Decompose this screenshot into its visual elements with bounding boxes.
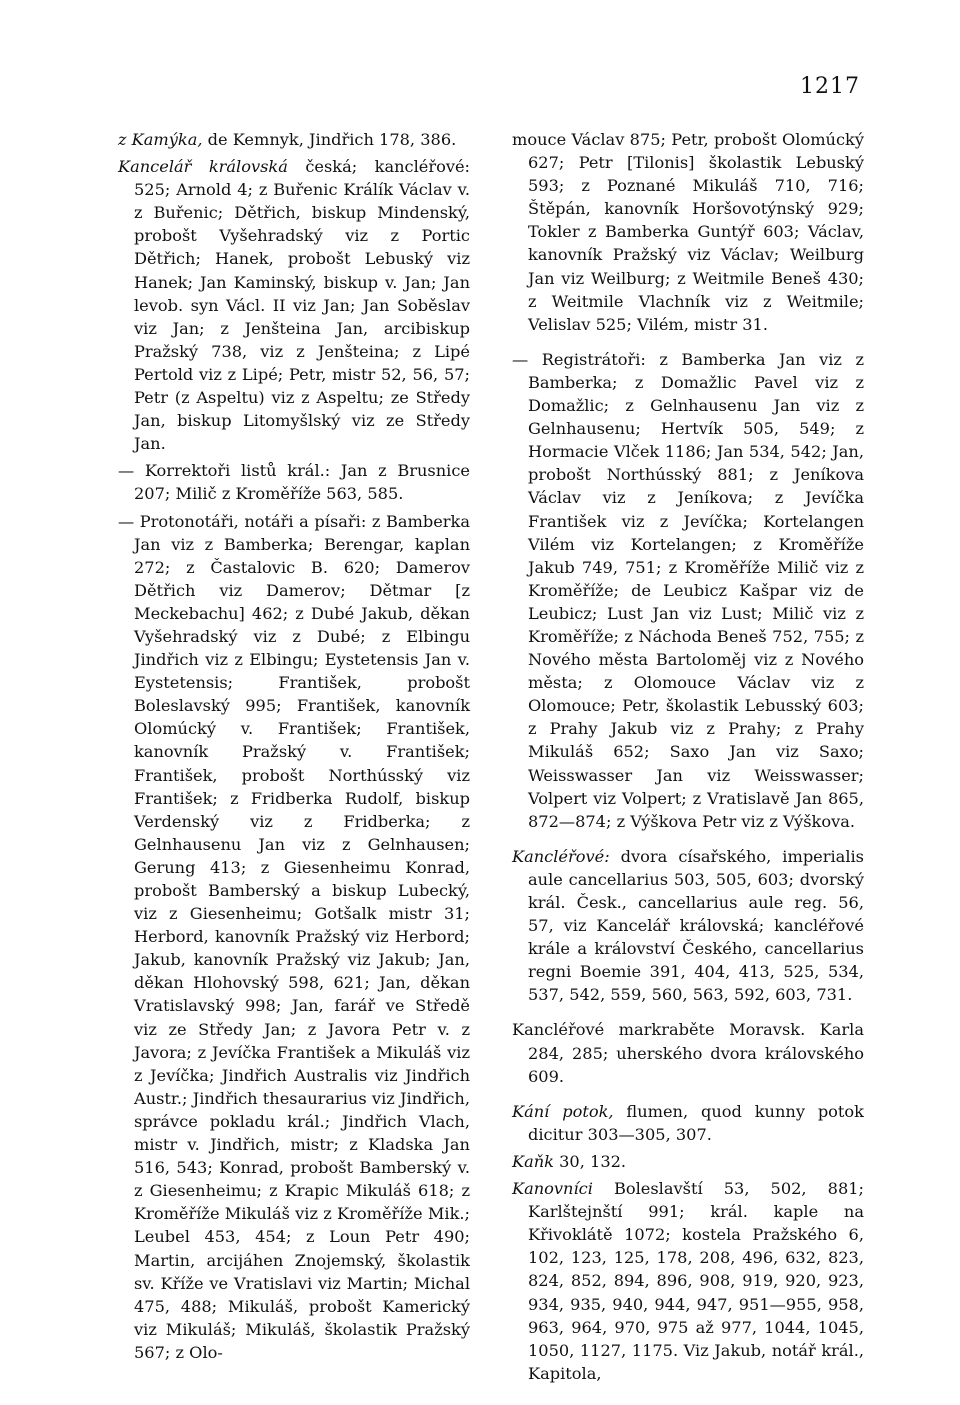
entry-text: česká; kancléřové: 525; Arnold 4; z Buřenic Králík Václav v. z Buřenic; Dětřich, biskup Mindenský, probošt Vyšehradský viz z Portic Dětřich; Hanek, probošt Lebuský viz Hanek; Jan Kaminský, biskup v. Jan; Jan levob. syn Václ. II viz Jan; Jan Soběslav viz Jan; z Jenšteina Jan, arcibiskup Pražský 738, viz z Jenšteina; z Lipé Pertold viz z Lipé; Petr, mistr 52, 56, 57; Petr (z Aspeltu) viz z Aspeltu; ze Středy Jan, biskup Litomyšlský viz ze Středy Jan.: [134, 157, 471, 454]
entry-text: mouce Václav 875; Petr, probošt Olomúcký 627; Petr [Tilonis] školastik Lebuský 593; z Poznané Mikuláš 710, 716; Štěpán, kanovník Horšovotýnský 929; Tokler z Bamberka Guntýř 603; Václav, kanovník Pražský viz Václav; Weilburg Jan viz Weilburg; z Weitmile Beneš 430; z Weitmile Vlachník viz z Weitmile; Velislav 525; Vilém, mistr 31.: [512, 130, 864, 334]
right-column: [512, 128, 864, 1389]
left-column: [118, 128, 470, 1368]
index-entry: [512, 1177, 864, 1385]
index-entry: [118, 459, 470, 505]
entry-text: flumen, quod kunny potok dicitur 303—305, 307.: [528, 1101, 864, 1144]
index-entry: [512, 1150, 864, 1173]
index-entry: [512, 1018, 864, 1087]
entry-text: — Registrátoři: z Bamberka Jan viz z Bamberka; z Domažlic Pavel viz z Domažlic; z Gelnhausenu Jan viz z Gelnhausenu; Hertvík 505, 549; z Hormacie Vlček 1186; Jan 534, 542; Jan, probošt Northússký 881; z Jeníkova Václav viz z Jeníkova; z Jevíčka František viz z Jevíčka; Kortelangen Vilém viz Kortelangen; z Kroměříže Jakub 749, 751; z Kroměříže Milič viz z Kroměříže; de Leubicz Kašpar viz de Leubicz; Lust Jan viz Lust; Milič viz z Kroměříže; z Náchoda Beneš 752, 755; z Nového města Bartoloměj viz z Nového města; z Olomouce Václav viz z Olomouce; Petr, školastik Lebusský 603; z Prahy Jakub viz z Prahy; z Prahy Mikuláš 652; Saxo Jan viz Saxo; Weisswasser Jan viz Weisswasser; Volpert viz Volpert; z Vratislavě Jan 865, 872—874; z Výškova Petr viz z Výškova.: [512, 349, 864, 831]
index-entry: [118, 128, 470, 151]
entry-headword: Kání potok,: [512, 1101, 614, 1121]
page-number: 1217: [800, 74, 860, 99]
entry-text: Kancléřové markraběte Moravsk. Karla 284, 285; uherského dvora královského 609.: [512, 1020, 864, 1086]
index-entry: [512, 845, 864, 1007]
entry-headword: Kancelář královská: [118, 157, 288, 177]
entry-headword: Kanovníci: [512, 1179, 593, 1199]
index-entry: [512, 348, 864, 833]
index-entry: [118, 155, 470, 455]
index-entry: [118, 510, 470, 1364]
entry-headword: Kaňk: [512, 1151, 554, 1171]
entry-headword: Kancléřové:: [512, 846, 610, 866]
entry-text: Boleslavští 53, 502, 881; Karlštejnští 991; král. kaple na Křivoklátě 1072; kostela Pražského 6, 102, 123, 125, 178, 208, 496, 632, 823, 824, 852, 894, 896, 908, 919, 920, 923, 934, 935, 940, 944, 947, 951—955, 958, 963, 964, 970, 975 až 977, 1044, 1045, 1050, 1127, 1175. Viz Jakub, notář král., Kapitola,: [528, 1179, 864, 1383]
entry-text: 30, 132.: [553, 1151, 627, 1171]
entry-text: de Kemnyk, Jindřich 178, 386.: [202, 130, 457, 149]
index-entry: [512, 1100, 864, 1146]
index-entry: [512, 128, 864, 336]
entry-headword: z Kamýka,: [118, 130, 203, 149]
entry-text: — Korrektoři listů král.: Jan z Brusnice 207; Milič z Kroměříže 563, 585.: [118, 461, 470, 504]
entry-text: — Protonotáři, notáři a písaři: z Bamberka Jan viz z Bamberka; Berengar, kaplan 272; z Častalovic B. 620; Damerov Dětřich viz Damerov; Dětmar [z Meckebachu] 462; z Dubé Jakub, děkan Vyšehradský viz z Dubé; z Elbingu Jindřich viz z Elbingu; Eystetensis Jan v. Eystetensis; František, probošt Boleslavský 995; František, kanovník Olomúcký v. František; František, kanovník Pražský v. František; František, probošt Northússký viz František; z Fridberka Rudolf, biskup Verdenský viz z Fridberka; z Gelnhausenu Jan viz z Gelnhausen; Gerung 413; z Giesenheimu Konrad, probošt Bamberský a biskup Lubecký, viz z Giesenheimu; Gotšalk mistr 31; Herbord, kanovník Pražský viz Herbord; Jakub, kanovník Pražský viz Jakub; Jan, děkan Hlohovský 598, 621; Jan, děkan Vratislavský 998; Jan, farář ve Středě viz ze Středy Jan; z Javora Petr v. z Javora; z Jevíčka František a Mikuláš viz z Jevíčka; Jindřich Australis viz Jindřich Austr.; Jindřich thesaurarius viz Jindřich, správce pokladu král.; Jindřich Vlach, mistr v. Jindřich, mistr; z Kladska Jan 516, 543; Konrad, probošt Bamberský v. z Giesenheimu; z Krapic Mikuláš 618; z Kroměříže Mikuláš viz z Kroměříže Mik.; Leubel 453, 454; z Loun Petr 490; Martin, arcijáhen Znojemský, školastik sv. Kříže ve Vratislavi viz Martin; Michal 475, 488; Mikuláš, probošt Kamerický viz Mikuláš; Mikuláš, školastik Pražský 567; z Olo-: [118, 511, 470, 1362]
entry-text: dvora císařského, imperialis aule cancellarius 503, 505, 603; dvorský král. Česk., cancellarius aule reg. 56, 57, viz Kancelář královská; kancléřové krále a království Českého, cancellarius regni Boemie 391, 404, 413, 525, 534, 537, 542, 559, 560, 563, 592, 603, 731.: [528, 846, 864, 1005]
